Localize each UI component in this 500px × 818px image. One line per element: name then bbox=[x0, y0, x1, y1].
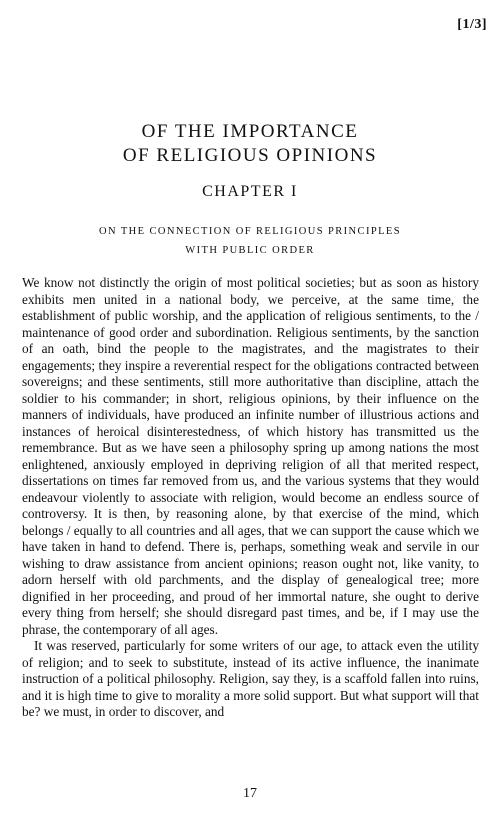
book-title bbox=[0, 120, 500, 168]
book-title-line-2: OF RELIGIOUS OPINIONS bbox=[122, 145, 378, 166]
body-text bbox=[22, 275, 479, 721]
chapter-heading: CHAPTER I bbox=[202, 183, 298, 200]
page-marker: [1/3] bbox=[457, 17, 487, 32]
chapter-subtitle bbox=[0, 222, 500, 260]
chapter-subtitle-line-2: WITH PUBLIC ORDER bbox=[185, 245, 315, 256]
book-title-line-1: OF THE IMPORTANCE bbox=[141, 121, 359, 142]
chapter-subtitle-line-1: ON THE CONNECTION OF RELIGIOUS PRINCIPLES bbox=[99, 226, 401, 237]
paragraph: It was reserved, particularly for some writers of our age, to attack even the utility of religion; and to seek to substitute, instead of its active influence, the inanimate instruction of a political philosophy. Religion, say they, is a scaffold fallen into ruins, and it is high time to give to morality a more solid support. But what support will that be? we must, in order to discover, and bbox=[22, 638, 479, 719]
paragraph: We know not distinctly the origin of most political societies; but as soon as history exhibits men united in a national body, we perceive, at the same time, the establishment of public worship, and the application of religious sentiments, to the / maintenance of good order and subordination. Religious sentiments, by the sanction of an oath, bind the people to the magistrates, and the magistrates to their engagements; they inspire a reverential respect for the obligations contracted between sovereigns; and these sentiments, still more authoritative than discipline, attach the soldier to his commander; in short, religious opinions, by their influence on the manners of individuals, have produced an infinite number of illustrious actions and instances of heroical disinterestedness, of which history has transmitted us the remembrance. But as we have seen a philosophy spring up among nations the most enlightened, anxiously employed in depriving religion of all that merited respect, dissertations on times far removed from us, and the various systems that they would endeavour violently to associate with religion, would become an endless source of controversy. It is then, by reasoning alone, by that exercise of the mind, which belongs / equally to all countries and all ages, that we can support the cause which we have taken in hand to defend. There is, perhaps, something weak and servile in our wishing to draw assistance from ancient opinions; reason ought not, like vanity, to adorn herself with old parchments, and the display of genealogical tree; more dignified in her proceeding, and proud of her immortal nature, she ought to derive every thing from herself; she should disregard past times, and be, if I may use the phrase, the contemporary of all ages. bbox=[22, 275, 479, 637]
page-number: 17 bbox=[243, 786, 257, 801]
